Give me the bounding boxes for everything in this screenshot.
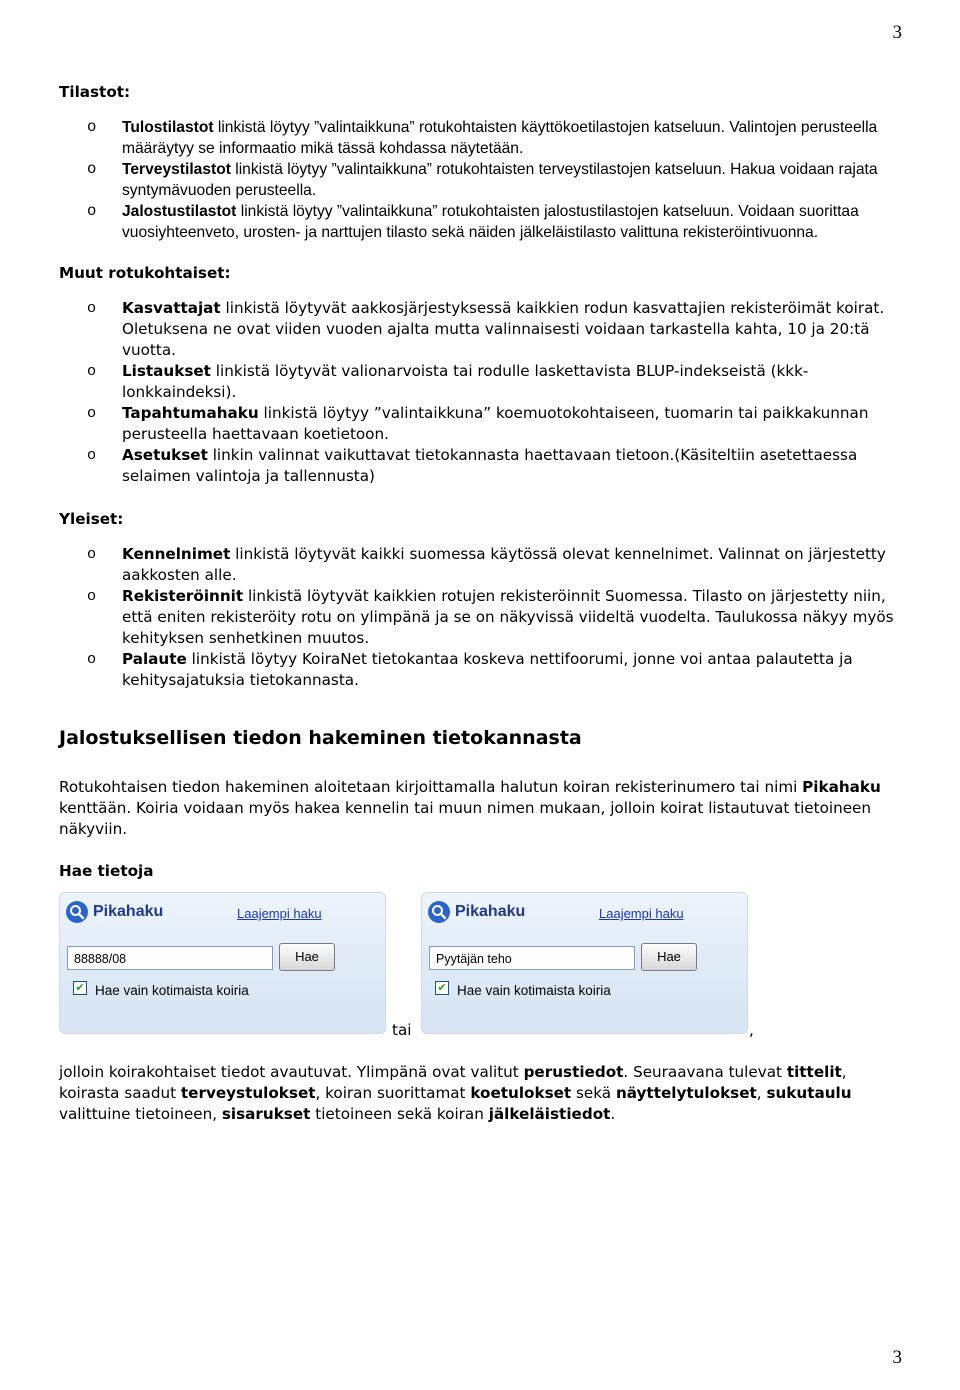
list-item [59, 159, 899, 201]
bullet: o [87, 650, 97, 668]
pikahaku-panel-left [59, 892, 386, 1034]
item-text: linkistä löytyvät kaikki suomessa käytössä olevat kennelnimet. Valinnat on järjestetty aakkosten alle. [122, 545, 886, 584]
hae-button[interactable]: Hae [279, 943, 335, 971]
intro-text-b: kenttään. Koiria voidaan myös hakea kennelin tai muun nimen mukaan, jolloin koirat listautuvat tietoineen näkyviin. [59, 799, 872, 838]
intro-paragraph [59, 777, 899, 840]
laajempi-haku-link[interactable]: Laajempi haku [237, 906, 322, 921]
final-text: , koiran suorittamat [315, 1084, 471, 1102]
bullet: o [87, 202, 97, 220]
item-term: Kennelnimet [122, 545, 231, 563]
list-item [59, 403, 899, 445]
final-bold: näyttelytulokset [615, 1084, 757, 1102]
checkbox-label: Hae vain kotimaista koiria [95, 983, 249, 998]
tilastot-list [59, 117, 899, 243]
search-icon [427, 900, 451, 924]
item-text: linkistä löytyy ”valintaikkuna” rotukohtaisten terveystilastojen katseluun. Hakua voidaan rajata syntymävuoden perusteella. [122, 161, 878, 199]
page-number-top: 3 [892, 22, 902, 43]
item-text: linkistä löytyvät kaikkien rotujen rekisteröinnit Suomessa. Tilasto on järjestetty niin, että eniten rekisteröity rotu on ylimpänä ja se on näkyvissä viideltä vuodelta. Taulukossa näkyy myös kehityksen senhetkinen muutos. [122, 587, 894, 647]
pikahaku-panel-right [421, 892, 748, 1034]
screenshots-row [59, 892, 899, 1042]
item-text: linkistä löytyvät valionarvoista tai rodulle laskettavista BLUP-indekseistä (kkk-lonkkaindeksi). [122, 362, 809, 401]
bullet: o [87, 446, 97, 464]
list-item [59, 298, 899, 361]
item-term: Asetukset [122, 446, 208, 464]
bullet: o [87, 545, 97, 563]
yleiset-list [59, 544, 899, 691]
final-bold: jälkeläistiedot [488, 1105, 611, 1123]
list-item [59, 445, 899, 487]
item-term: Jalostustilastot [122, 203, 237, 220]
bullet: o [87, 404, 97, 422]
final-text: sekä [571, 1084, 616, 1102]
pikahaku-title: Pikahaku [93, 903, 164, 920]
final-text: tietoineen sekä koiran [310, 1105, 489, 1123]
kotimaista-checkbox[interactable]: ✔ [73, 981, 87, 995]
search-input[interactable]: 88888/08 [67, 946, 273, 970]
item-text: linkistä löytyy KoiraNet tietokantaa koskeva nettifoorumi, jonne voi antaa palautetta ja kehitysajatuksia tietokannasta. [122, 650, 853, 689]
bullet: o [87, 118, 97, 136]
bullet: o [87, 160, 97, 178]
item-term: Tulostilastot [122, 119, 214, 136]
final-bold: perustiedot [523, 1063, 624, 1081]
page-number-bottom: 3 [892, 1347, 902, 1368]
hae-heading: Hae tietoja [59, 862, 154, 880]
final-text: jolloin koirakohtaiset tiedot avautuvat. Ylimpänä ovat valitut [59, 1063, 524, 1081]
final-text: . Seuraavana tulevat [623, 1063, 787, 1081]
muut-list [59, 298, 899, 487]
bullet: o [87, 299, 97, 317]
section-title: Jalostuksellisen tiedon hakeminen tietokannasta [59, 727, 582, 749]
muut-heading: Muut rotukohtaiset: [59, 264, 231, 282]
item-term: Kasvattajat [122, 299, 221, 317]
item-text: linkistä löytyy ”valintaikkuna” koemuotokohtaiseen, tuomarin tai paikkakunnan perusteella haettavaan koetietoon. [122, 404, 869, 443]
comma-text: , [749, 1021, 754, 1039]
final-bold: sukutaulu [766, 1084, 852, 1102]
item-text: linkistä löytyy ”valintaikkuna” rotukohtaisten jalostustilastojen katseluun. Voidaan suorittaa vuosiyhteenveto, urosten- ja narttujen tilasto sekä näiden jälkeläistilasto valittuna rekisteröintivuonna. [122, 203, 859, 241]
list-item [59, 649, 899, 691]
tai-text: tai [392, 1021, 412, 1039]
final-bold: tittelit [786, 1063, 842, 1081]
final-bold: koetulokset [470, 1084, 572, 1102]
item-term: Listaukset [122, 362, 211, 380]
list-item [59, 201, 899, 243]
final-text: valittuine tietoineen, [59, 1105, 222, 1123]
item-text: linkin valinnat vaikuttavat tietokannasta haettavaan tietoon.(Käsiteltiin asetettaessa selaimen valintoja ja tallennusta) [122, 446, 858, 485]
intro-text-a: Rotukohtaisen tiedon hakeminen aloitetaan kirjoittamalla halutun koiran rekisterinumero tai nimi [59, 778, 803, 796]
item-term: Rekisteröinnit [122, 587, 244, 605]
yleiset-heading: Yleiset: [59, 510, 124, 528]
document-body [59, 82, 899, 1125]
final-paragraph [59, 1062, 899, 1125]
pikahaku-title: Pikahaku [455, 903, 526, 920]
search-input[interactable]: Pyytäjän teho [429, 946, 635, 970]
final-bold: sisarukset [221, 1105, 311, 1123]
final-bold: terveystulokset [180, 1084, 316, 1102]
list-item [59, 117, 899, 159]
final-text: , koirasta saadut [59, 1063, 847, 1102]
laajempi-haku-link[interactable]: Laajempi haku [599, 906, 684, 921]
search-icon [65, 900, 89, 924]
tilastot-heading: Tilastot: [59, 83, 131, 101]
list-item [59, 586, 899, 649]
item-text: linkistä löytyy ”valintaikkuna” rotukohtaisten käyttökoetilastojen katseluun. Valintojen perusteella määräytyy se informaatio mikä tässä kohdassa näytetään. [122, 119, 878, 157]
bullet: o [87, 587, 97, 605]
item-term: Palaute [122, 650, 187, 668]
final-text: , [756, 1084, 767, 1102]
hae-button[interactable]: Hae [641, 943, 697, 971]
list-item [59, 361, 899, 403]
final-text: . [610, 1105, 616, 1123]
checkbox-label: Hae vain kotimaista koiria [457, 983, 611, 998]
item-term: Tapahtumahaku [122, 404, 259, 422]
bullet: o [87, 362, 97, 380]
kotimaista-checkbox[interactable]: ✔ [435, 981, 449, 995]
list-item [59, 544, 899, 586]
item-term: Terveystilastot [122, 161, 231, 178]
item-text: linkistä löytyvät aakkosjärjestyksessä kaikkien rodun kasvattajien rekisteröimät koirat. Oletuksena ne ovat viiden vuoden ajalta mutta valinnaisesti voidaan tarkastella kahta, 10 ja 20:tä vuotta. [122, 299, 885, 359]
intro-bold: Pikahaku [802, 778, 881, 796]
